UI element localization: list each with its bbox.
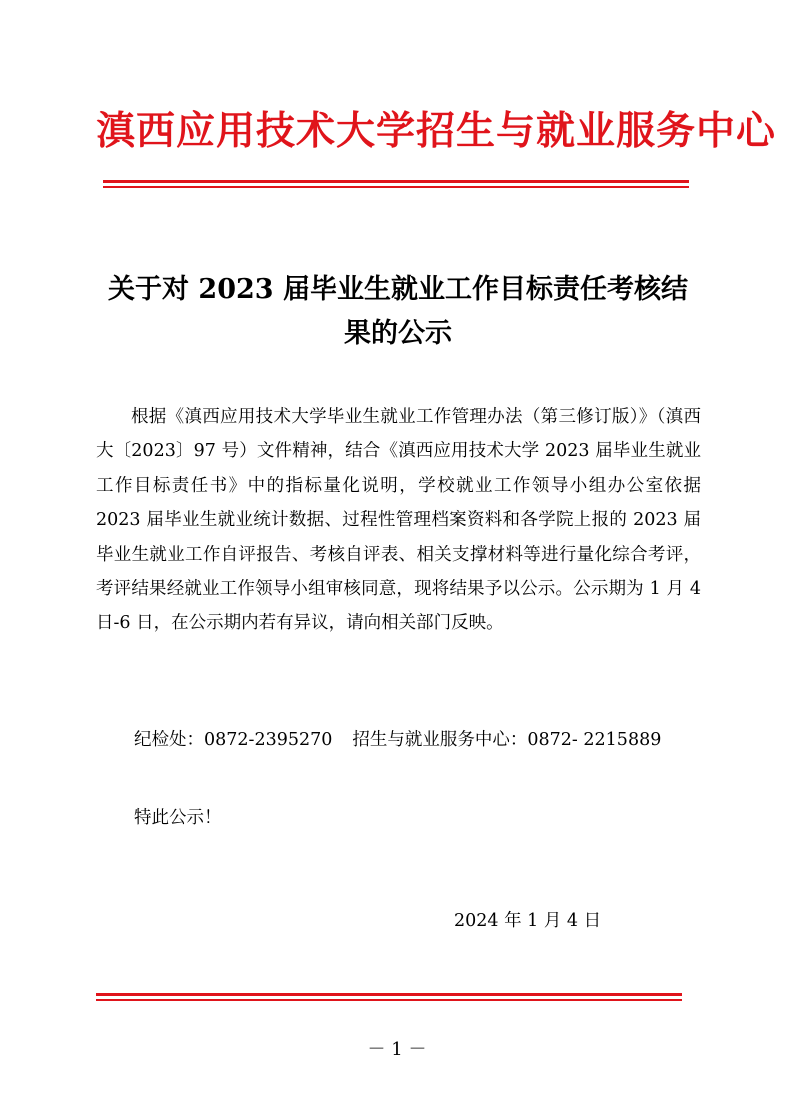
document-date: 2024 年 1 月 4 日 <box>454 911 602 931</box>
discipline-label: 纪检处： <box>134 730 204 750</box>
admission-phone: 0872- 2215889 <box>527 730 662 750</box>
masthead-rule-thin <box>103 186 689 188</box>
document-body <box>96 400 701 641</box>
contact-line <box>134 726 661 751</box>
title-line-2: 果的公示 <box>344 318 452 349</box>
body-paragraph: 根据《滇西应用技术大学毕业生就业工作管理办法（第三修订版）》（滇西大〔2023〕97 号）文件精神，结合《滇西应用技术大学 2023 届毕业生就业工作目标责任书》中的指标量化说明，学校就业工作领导小组办公室依据 2023 届毕业生就业统计数据、过程性管理档案资料和各学院上报的 2023 届毕业生就业工作自评报告、考核自评表、相关支撑材料等进行量化综合考评，考评结果经就业工作领导小组审核同意，现将结果予以公示。公示期为 1 月 4 日-6 日，在公示期内若有异议，请向相关部门反映。 <box>96 407 701 634</box>
masthead-rule-thick <box>103 180 689 183</box>
footer-rule-thin <box>96 999 682 1001</box>
masthead-org-name: 滇西应用技术大学招生与就业服务中心 <box>96 109 777 154</box>
closing-remark: 特此公示！ <box>134 808 222 828</box>
discipline-phone: 0872-2395270 <box>204 730 333 750</box>
document-title <box>96 268 700 356</box>
admission-label: 招生与就业服务中心： <box>352 730 528 750</box>
page-number: － 1 － <box>367 1039 427 1060</box>
title-line-1: 关于对 2023 届毕业生就业工作目标责任考核结 <box>108 274 688 305</box>
footer-rule-thick <box>96 993 682 996</box>
